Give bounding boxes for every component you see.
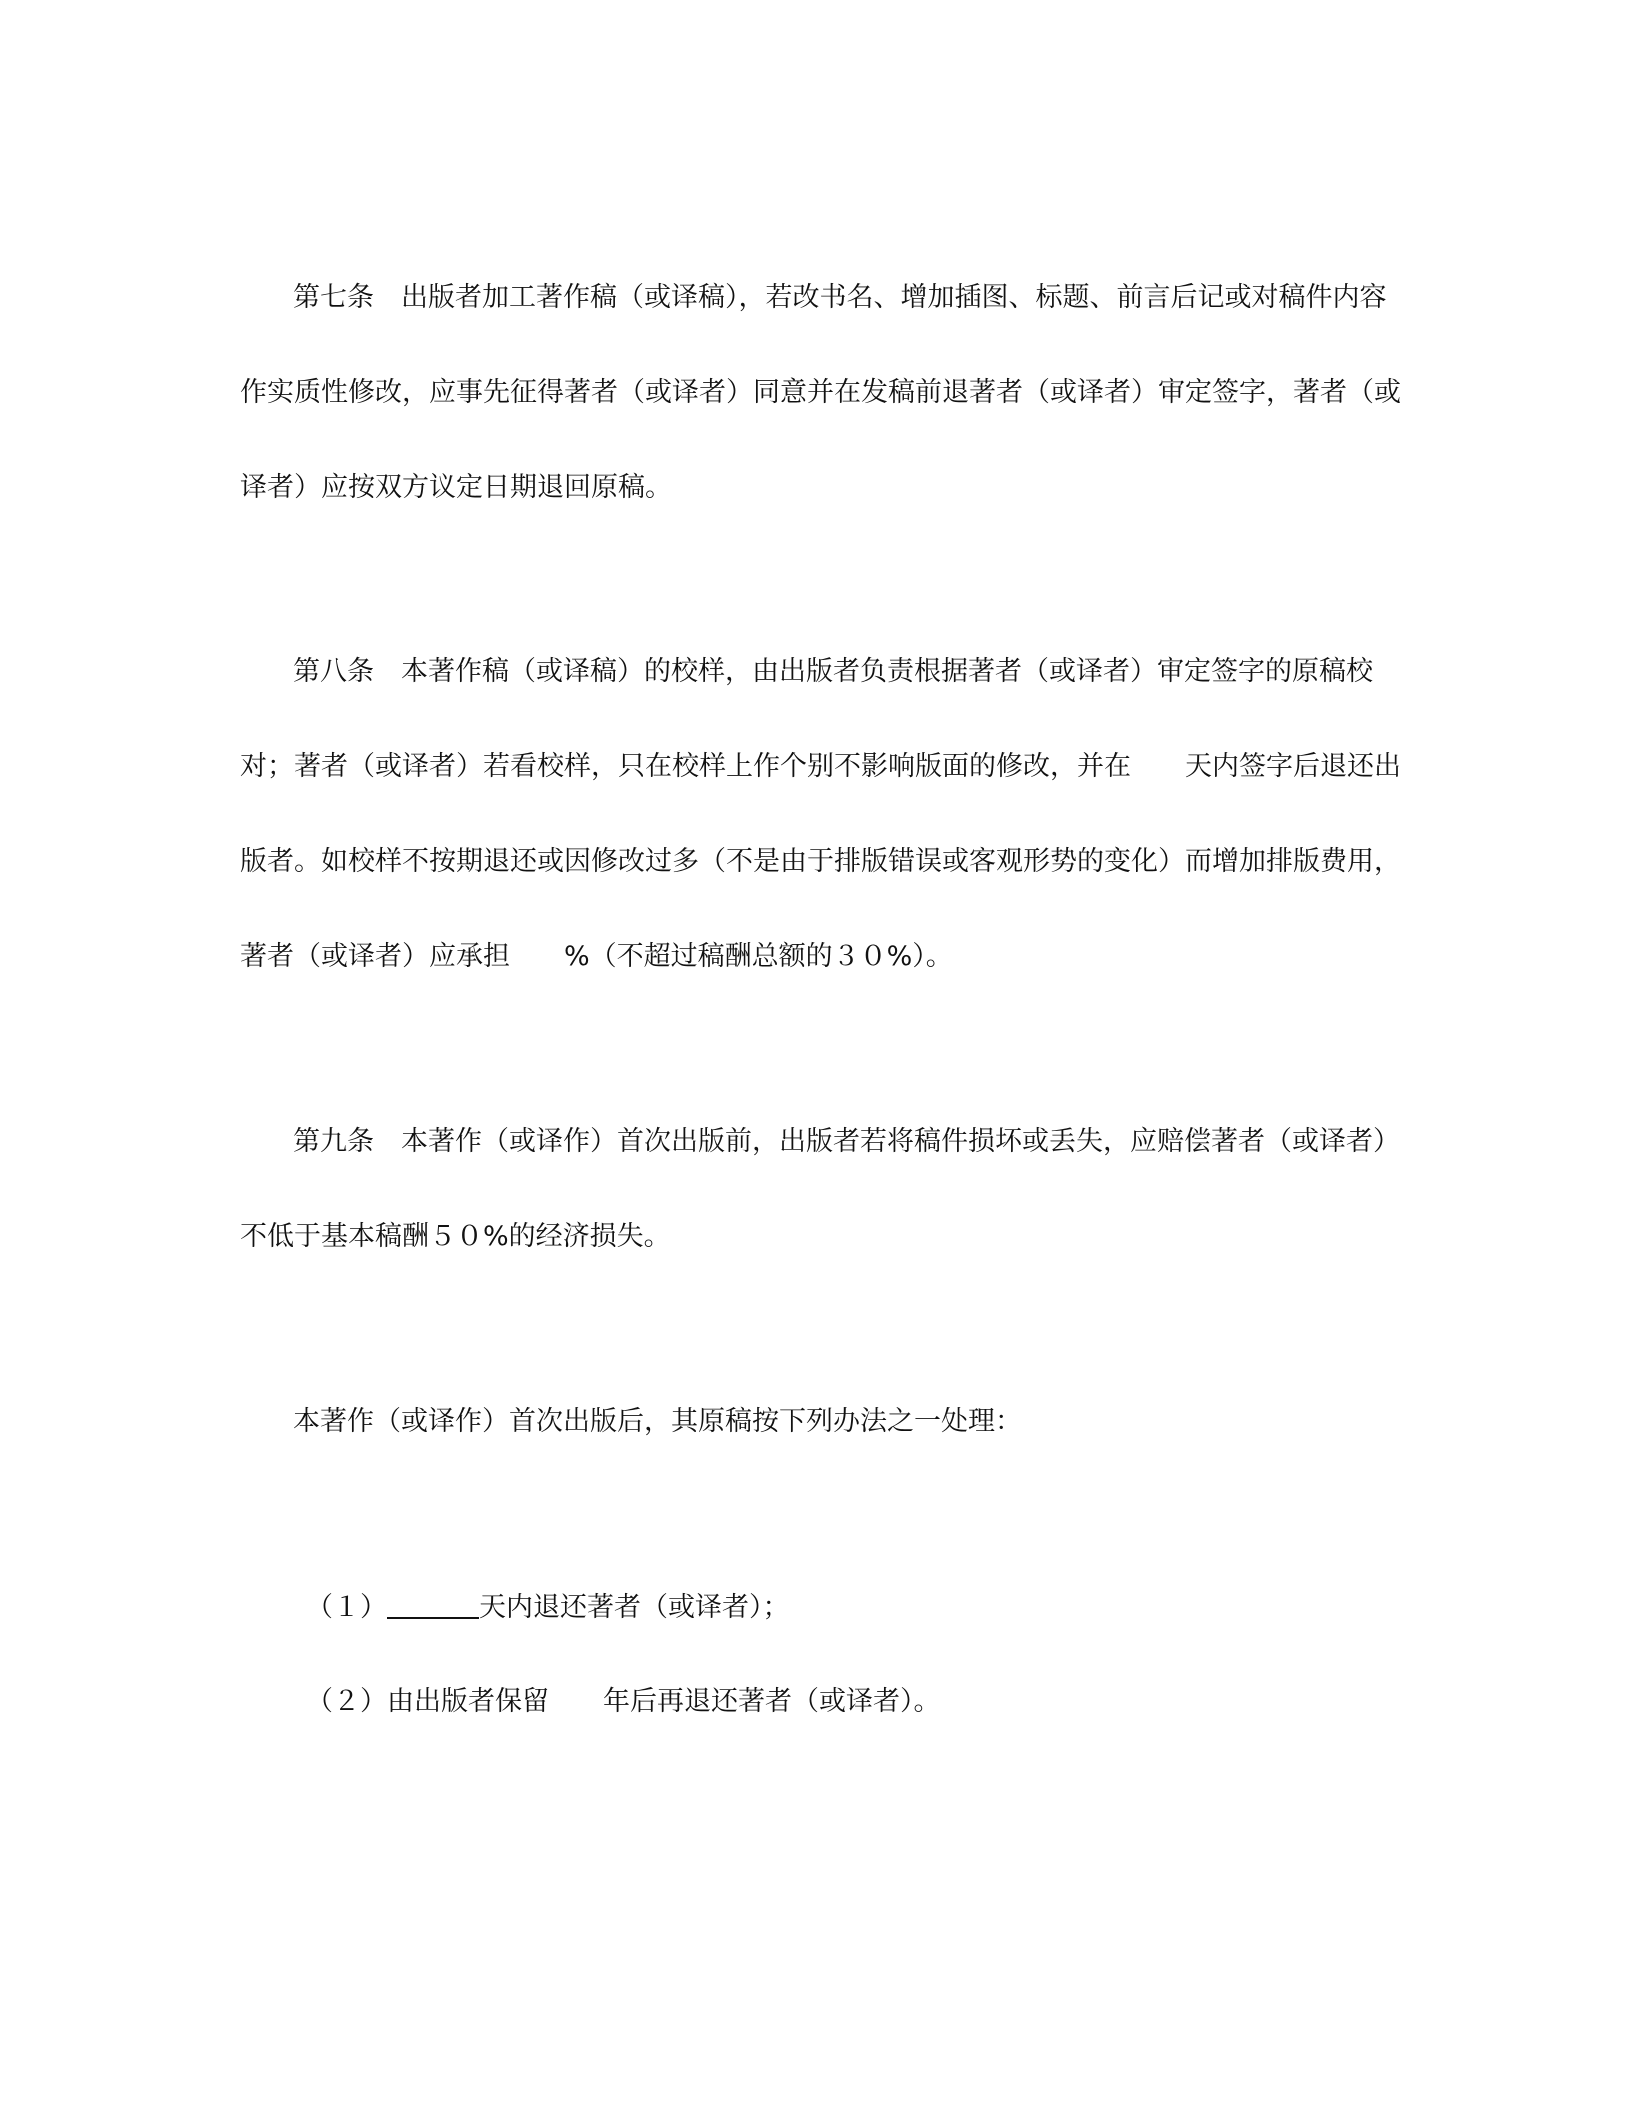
handling-option-2 [306,1684,1390,1720]
handling-option-2-after-blank: 年后再退还著者（或译者）。 [603,1686,941,1717]
article-7-line-3: 译者）应按双方议定日期退回原稿。 [240,472,672,503]
article-9-line-1: 第九条 本著作（或译作）首次出版前，出版者若将稿件损坏或丢失，应赔偿著者（或译者） [293,1126,1400,1157]
return-days-underline [387,1589,479,1619]
article-7-line-1: 第七条 出版者加工著作稿（或译稿），若改书名、增加插图、标题、前言后记或对稿件内容 [293,282,1387,313]
retention-years-blank [549,1709,603,1710]
article-9-line-2: 不低于基本稿酬５０%的经济损失。 [240,1221,671,1252]
handling-option-1-label: （１） [306,1592,387,1623]
days-blank [1131,774,1185,775]
handling-option-2-before-blank: （２）由出版者保留 [306,1686,549,1717]
article-8-line-1: 第八条 本著作稿（或译稿）的校样，由出版者负责根据著者（或译者）审定签字的原稿校 [293,656,1373,687]
article-7-line-2: 作实质性修改，应事先征得著者（或译者）同意并在发稿前退著者（或译者）审定签字，著者（或 [240,377,1401,408]
handling-option-1 [306,1589,1390,1626]
article-8-line-2-after-blank: 天内签字后退还出 [1185,751,1401,782]
handling-option-1-text: 天内退还著者（或译者）； [479,1592,790,1623]
article-8-line-4-before-blank: 著者（或译者）应承担 [240,941,510,972]
article-8-line-4-after-blank: %（不超过稿酬总额的３０%）。 [564,941,953,972]
article-8-line-4 [240,939,1390,975]
article-8-line-2 [240,749,1401,785]
article-8-line-3: 版者。如校样不按期退还或因修改过多（不是由于排版错误或客观形势的变化）而增加排版费用， [240,846,1401,877]
after-publication-intro: 本著作（或译作）首次出版后，其原稿按下列办法之一处理： [293,1406,1022,1437]
article-8-line-2-before-blank: 对；著者（或译者）若看校样，只在校样上作个别不影响版面的修改，并在 [240,751,1131,782]
percentage-blank [510,964,564,965]
